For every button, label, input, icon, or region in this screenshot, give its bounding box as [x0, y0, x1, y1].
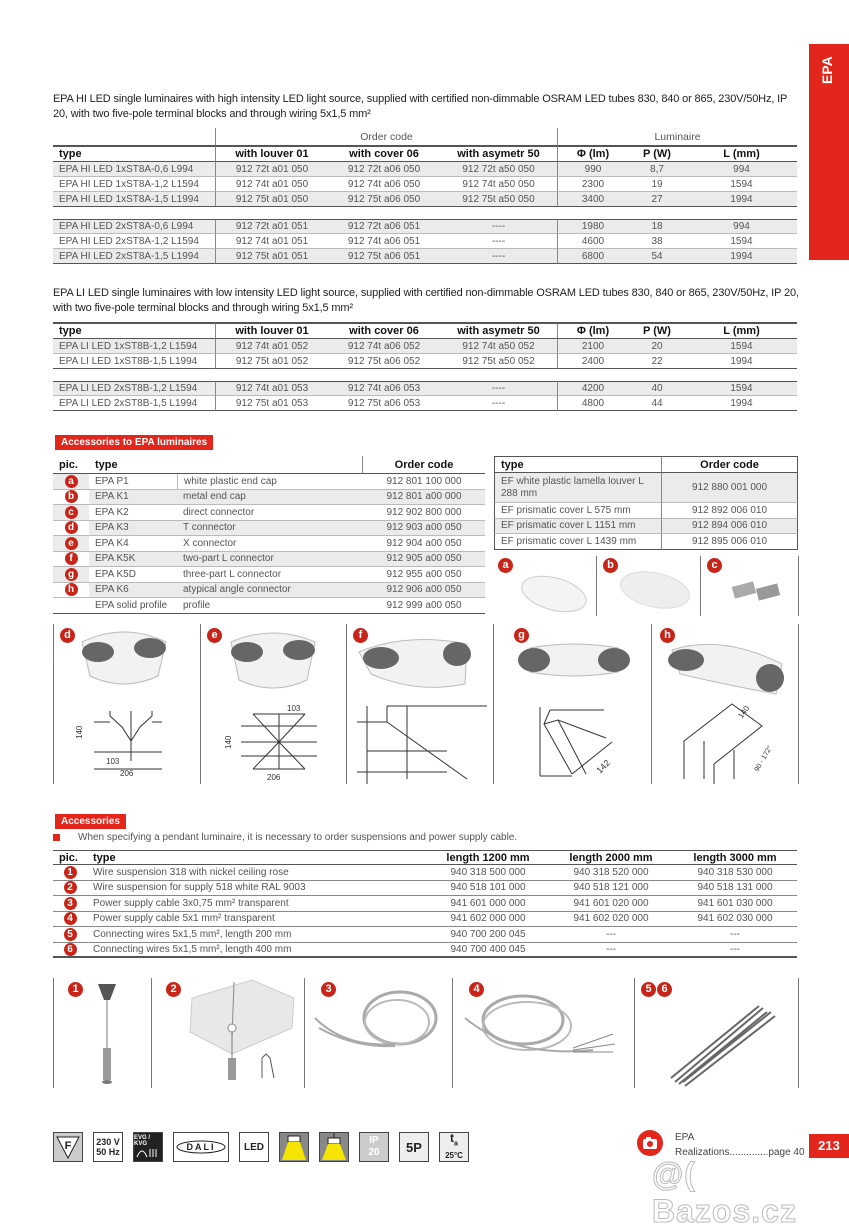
cell-type: EPA K4: [89, 536, 177, 552]
poles-text: 5P: [406, 1139, 422, 1155]
cell-power: 20: [628, 339, 686, 354]
col-type: type: [87, 850, 427, 865]
cell-type: Power supply cable 5x1 mm² transparent: [87, 912, 427, 928]
ref-page: page 40: [768, 1147, 805, 1158]
cell-louver: 912 74t a01 052: [216, 339, 328, 354]
pic-badge: h: [660, 628, 675, 643]
cell-order-code: 912 880 001 000: [662, 473, 798, 503]
pic-badge: g: [65, 568, 78, 581]
cell-type: Connecting wires 5x1,5 mm², length 400 mm: [87, 943, 427, 959]
cell-type: EPA solid profile: [89, 598, 177, 614]
cell-asymetr: ----: [440, 234, 558, 249]
table-row: [53, 162, 797, 177]
col-length: L (mm): [686, 322, 797, 339]
cell-length: 1594: [686, 234, 797, 249]
certification-icons: [53, 1132, 469, 1162]
dim-label: 103: [287, 704, 301, 713]
cell-length-2000: ---: [549, 943, 673, 959]
cell-power: 54: [628, 249, 686, 264]
cell-length-2000: 940 518 121 000: [549, 881, 673, 897]
cell-type: EPA HI LED 1xST8A-0,6 L994: [53, 162, 216, 177]
cell-flux: 3400: [558, 192, 628, 207]
cell-louver: 912 75t a01 053: [216, 396, 328, 411]
table-row: [53, 536, 485, 552]
col-order-code: Order code: [662, 456, 798, 473]
cell-type: Wire suspension for supply 518 white RAL 9003: [87, 881, 427, 897]
col-pic: pic.: [53, 850, 87, 865]
cell-length: 1594: [686, 339, 797, 354]
divider: [798, 978, 799, 1088]
drawing-x-connector: [200, 624, 346, 784]
cell-flux: 4200: [558, 381, 628, 396]
hi-luminaire-table: [53, 128, 797, 264]
cell-length-2000: 941 602 020 000: [549, 912, 673, 928]
pic-badge: 4: [469, 982, 484, 997]
cell-length: 1994: [686, 396, 797, 411]
cell-order-code: 912 955 a00 050: [363, 567, 485, 583]
cell-louver: 912 75t a01 050: [216, 192, 328, 207]
cell-length-3000: ---: [673, 927, 797, 943]
cell-type: EPA HI LED 2xST8A-1,5 L1994: [53, 249, 216, 264]
cell-type: EPA LI LED 1xST8B-1,5 L1994: [53, 354, 216, 369]
cell-asymetr: ----: [440, 249, 558, 264]
recessed-light-icon: [279, 1132, 309, 1162]
pic-badge: e: [207, 628, 222, 643]
pic-badge: 4: [64, 912, 77, 925]
cell-type: EPA LI LED 1xST8B-1,2 L1594: [53, 339, 216, 354]
cell-flux: 2100: [558, 339, 628, 354]
cell-flux: 2300: [558, 177, 628, 192]
dim-label: 90 - 172°: [753, 744, 774, 773]
cell-power: 27: [628, 192, 686, 207]
dali-text: DALI: [186, 1142, 216, 1152]
table-row: [53, 567, 485, 583]
pendant-light-icon: [319, 1132, 349, 1162]
dim-label: 140: [75, 725, 84, 739]
cell-cover: 912 74t a06 050: [328, 177, 440, 192]
drawing-three-part-l-connector: [493, 624, 651, 784]
ta-temperature: 25°C: [445, 1150, 463, 1160]
pic-badge: 2: [64, 881, 77, 894]
cell-type: EPA K6: [89, 583, 177, 599]
hi-intro-text: EPA HI LED single luminaires with high intensity LED light source, supplied with certified non-dimmable OSRAM LED tubes 830, 840 or 865, 230V/50Hz, IP 20, with two five-pole terminal blocks and through wiring 5x1,5 mm²: [53, 93, 788, 120]
x-connector-drawing: [201, 624, 347, 784]
cell-order-code: 912 801 a00 000: [363, 490, 485, 506]
cell-order-code: 912 801 100 000: [363, 474, 485, 490]
cell-length-2000: ---: [549, 927, 673, 943]
li-luminaire-table: [53, 322, 797, 411]
cell-type: EPA K3: [89, 521, 177, 537]
cell-asymetr: 912 75t a50 052: [440, 354, 558, 369]
table-row: [53, 881, 797, 897]
cell-length-3000: ---: [673, 943, 797, 959]
cell-order-code: 912 999 a00 050: [363, 598, 485, 614]
cell-length-3000: 941 601 030 000: [673, 896, 797, 912]
f-mark-text: F: [64, 1140, 72, 1152]
photo-wire-suspension-318: [53, 978, 151, 1088]
pic-badge: b: [65, 490, 78, 503]
two-part-l-connector-drawing: [347, 624, 494, 784]
cell-power: 19: [628, 177, 686, 192]
led-text: LED: [244, 1141, 264, 1153]
cell-type: EPA K5D: [89, 567, 177, 583]
cell-flux: 4600: [558, 234, 628, 249]
col-length-2000: length 2000 mm: [549, 850, 673, 865]
cell-length-2000: 941 601 020 000: [549, 896, 673, 912]
divider: [798, 556, 799, 616]
cell-type: EF prismatic cover L 1439 mm: [494, 534, 662, 550]
cell-type: EF white plastic lamella louver L 288 mm: [494, 473, 662, 503]
cell-order-code: 912 892 006 010: [662, 503, 798, 519]
dali-icon: [173, 1132, 229, 1162]
table-row: [53, 583, 485, 599]
col-louver: with louver 01: [216, 145, 328, 162]
cell-type: Wire suspension 318 with nickel ceiling rose: [87, 865, 427, 881]
accessories-epa-label: Accessories to EPA luminaires: [55, 435, 213, 450]
cell-power: 40: [628, 381, 686, 396]
ref-label: Realizations: [675, 1147, 730, 1158]
cell-length-1200: 941 601 000 000: [427, 896, 549, 912]
cell-cover: 912 75t a06 051: [328, 249, 440, 264]
cell-flux: 4800: [558, 396, 628, 411]
cell-louver: 912 74t a01 051: [216, 234, 328, 249]
pic-badge: 3: [321, 982, 336, 997]
cell-louver: 912 72t a01 051: [216, 219, 328, 234]
pic-badge: c: [65, 506, 78, 519]
dim-label: 142: [594, 757, 613, 776]
cell-type: EPA K2: [89, 505, 177, 521]
col-type: type: [53, 145, 216, 162]
cell-flux: 6800: [558, 249, 628, 264]
cell-cover: 912 75t a06 053: [328, 396, 440, 411]
cell-cover: 912 74t a06 051: [328, 234, 440, 249]
cell-asymetr: ----: [440, 219, 558, 234]
accessories-label: Accessories: [55, 814, 126, 829]
wire-suspension-318-image: [54, 978, 152, 1088]
pic-badge: 1: [64, 866, 77, 879]
cell-order-code: 912 903 a00 050: [363, 521, 485, 537]
cell-length: 1994: [686, 192, 797, 207]
cell-cover: 912 75t a06 052: [328, 354, 440, 369]
li-intro-text: EPA LI LED single luminaires with low intensity LED light source, supplied with certified non-dimmable OSRAM LED tubes 830, 840 or 865, 230V/50Hz, IP 20, with two five-pole terminal blocks and through wiring 5x1,5 mm²: [53, 287, 799, 314]
table-row: [53, 339, 797, 354]
cell-description: three-part L connector: [177, 567, 363, 583]
cell-asymetr: 912 74t a50 052: [440, 339, 558, 354]
table-row: [494, 503, 798, 519]
dim-label: 140: [224, 735, 233, 749]
cell-louver: 912 72t a01 050: [216, 162, 328, 177]
photo-connecting-wires: [634, 978, 798, 1088]
suspension-accessories-table: [53, 850, 797, 958]
cell-type: EPA P1: [89, 474, 177, 490]
cell-type: EF prismatic cover L 575 mm: [494, 503, 662, 519]
cell-type: EPA LI LED 2xST8B-1,5 L1994: [53, 396, 216, 411]
cell-type: EPA HI LED 2xST8A-0,6 L994: [53, 219, 216, 234]
pic-badge: 1: [68, 982, 83, 997]
cell-length: 1994: [686, 354, 797, 369]
cell-cover: 912 74t a06 053: [328, 381, 440, 396]
led-icon: [239, 1132, 269, 1162]
photo-wire-suspension-518: [151, 978, 304, 1088]
col-length: L (mm): [686, 145, 797, 162]
cell-cover: 912 74t a06 052: [328, 339, 440, 354]
dim-label: 206: [120, 769, 134, 778]
ambient-temp-icon: [439, 1132, 469, 1162]
col-louver: with louver 01: [216, 322, 328, 339]
cell-length-3000: 940 318 530 000: [673, 865, 797, 881]
cell-type: Power supply cable 3x0,75 mm² transparent: [87, 896, 427, 912]
camera-icon: [637, 1130, 663, 1156]
col-flux: Φ (lm): [558, 145, 628, 162]
pic-badge: a: [498, 558, 513, 573]
cell-asymetr: ----: [440, 396, 558, 411]
ref-title: EPA: [675, 1132, 695, 1143]
cell-length-3000: 941 602 030 000: [673, 912, 797, 928]
bazos-watermark: @( Bazos.cz: [652, 1156, 797, 1229]
col-power: P (W): [628, 145, 686, 162]
cell-order-code: 912 895 006 010: [662, 534, 798, 550]
evg-kvg-icon: [133, 1132, 163, 1162]
page-number: 213: [809, 1134, 849, 1158]
pendant-note-text: When specifying a pendant luminaire, it is necessary to order suspensions and power supply cable.: [78, 832, 518, 843]
table-row: [53, 474, 485, 490]
col-power: P (W): [628, 322, 686, 339]
pic-badge: 2: [166, 982, 181, 997]
cell-length-1200: 940 700 400 045: [427, 943, 549, 959]
cell-length-1200: 940 318 500 000: [427, 865, 549, 881]
voltage-icon: [93, 1132, 123, 1162]
pic-badge: d: [60, 628, 75, 643]
cell-length: 1594: [686, 177, 797, 192]
pendant-note: [53, 832, 517, 843]
voltage-text: 230 V: [96, 1137, 120, 1147]
cell-length-3000: 940 518 131 000: [673, 881, 797, 897]
col-order-code: Order code: [363, 456, 485, 474]
pic-badge: d: [65, 521, 78, 534]
cell-order-code: 912 894 006 010: [662, 519, 798, 535]
cell-type: EF prismatic cover L 1151 mm: [494, 519, 662, 535]
col-pic: pic.: [53, 456, 89, 474]
table-row: [53, 943, 797, 959]
three-part-l-connector-drawing: [494, 624, 652, 784]
drawing-t-connector: [53, 624, 200, 784]
cell-power: 44: [628, 396, 686, 411]
cell-louver: 912 75t a01 051: [216, 249, 328, 264]
cell-asymetr: 912 72t a50 050: [440, 162, 558, 177]
cell-length-2000: 940 318 520 000: [549, 865, 673, 881]
dim-label: 103: [106, 757, 120, 766]
cell-description: white plastic end cap: [177, 474, 363, 490]
col-asymetr: with asymetr 50: [440, 145, 558, 162]
ta-subscript: a: [454, 1140, 458, 1148]
cell-length: 994: [686, 162, 797, 177]
cell-type: EPA K5K: [89, 552, 177, 568]
cell-asymetr: ----: [440, 381, 558, 396]
col-flux: Φ (lm): [558, 322, 628, 339]
table-row: [53, 381, 797, 396]
cell-length: 994: [686, 219, 797, 234]
section-side-tab: [809, 44, 849, 260]
bullet-square-icon: [53, 834, 60, 841]
f-mark-icon: [53, 1132, 83, 1162]
cell-description: metal end cap: [177, 490, 363, 506]
table-row: [494, 519, 798, 535]
cell-description: direct connector: [177, 505, 363, 521]
table-row: [53, 598, 485, 614]
cell-power: 38: [628, 234, 686, 249]
photo-power-cable-5x1: [452, 978, 634, 1088]
cell-length: 1594: [686, 381, 797, 396]
divider: [798, 624, 799, 784]
table-row: [53, 896, 797, 912]
cell-description: two-part L connector: [177, 552, 363, 568]
table-row: [53, 552, 485, 568]
col-type: type: [89, 456, 177, 474]
cell-power: 8,7: [628, 162, 686, 177]
cell-type: EPA HI LED 2xST8A-1,2 L1594: [53, 234, 216, 249]
table-row: [53, 505, 485, 521]
ip-number: 20: [368, 1147, 380, 1158]
evg-text: EVG / KVG: [134, 1135, 151, 1147]
cell-type: Connecting wires 5x1,5 mm², length 200 mm: [87, 927, 427, 943]
pic-badge: e: [65, 537, 78, 550]
cell-length: 1994: [686, 249, 797, 264]
col-cover: with cover 06: [328, 322, 440, 339]
luminaire-group-header: Luminaire: [654, 130, 701, 143]
cell-description: profile: [177, 598, 363, 614]
cell-description: T connector: [177, 521, 363, 537]
cell-cover: 912 75t a06 050: [328, 192, 440, 207]
cell-asymetr: 912 74t a50 050: [440, 177, 558, 192]
table-row: [53, 396, 797, 411]
drawing-two-part-l-connector: [346, 624, 493, 784]
ef-accessories-table: [494, 456, 798, 550]
cell-length-1200: 941 602 000 000: [427, 912, 549, 928]
table-row: [53, 865, 797, 881]
frequency-text: 50 Hz: [96, 1147, 120, 1157]
pic-badge: g: [514, 628, 529, 643]
cell-order-code: 912 904 a00 050: [363, 536, 485, 552]
pic-badge: 5: [641, 982, 656, 997]
cell-power: 22: [628, 354, 686, 369]
t-connector-drawing: [54, 624, 201, 784]
cell-louver: 912 74t a01 053: [216, 381, 328, 396]
cell-description: atypical angle connector: [177, 583, 363, 599]
ip20-icon: [359, 1132, 389, 1162]
cell-order-code: 912 902 800 000: [363, 505, 485, 521]
ref-dots: ..............: [729, 1147, 769, 1158]
dim-label: 206: [267, 773, 281, 782]
cell-order-code: 912 906 a00 050: [363, 583, 485, 599]
cell-louver: 912 75t a01 052: [216, 354, 328, 369]
cell-description: X connector: [177, 536, 363, 552]
cell-flux: 1980: [558, 219, 628, 234]
pic-badge: f: [65, 552, 78, 565]
pic-badge: h: [65, 583, 78, 596]
col-length-1200: length 1200 mm: [427, 850, 549, 865]
table-row: [494, 534, 798, 550]
five-pole-icon: [399, 1132, 429, 1162]
cell-order-code: 912 905 a00 050: [363, 552, 485, 568]
table-row: [53, 490, 485, 506]
col-cover: with cover 06: [328, 145, 440, 162]
photo-power-cable-3x075: [304, 978, 452, 1088]
cell-louver: 912 74t a01 050: [216, 177, 328, 192]
cell-flux: 990: [558, 162, 628, 177]
table-row: [53, 912, 797, 928]
cell-type: EPA HI LED 1xST8A-1,2 L1594: [53, 177, 216, 192]
cell-type: EPA K1: [89, 490, 177, 506]
col-length-3000: length 3000 mm: [673, 850, 797, 865]
ta-text: t: [450, 1131, 455, 1146]
photo-end-cap-white: [494, 556, 599, 616]
table-row: [53, 177, 797, 192]
table-row: [53, 219, 797, 234]
drawing-atypical-angle-connector: [651, 624, 798, 784]
pic-badge: b: [603, 558, 618, 573]
table-row: [53, 354, 797, 369]
pic-badge: 3: [64, 897, 77, 910]
cell-length-1200: 940 700 200 045: [427, 927, 549, 943]
side-tab-label: EPA: [819, 56, 835, 84]
pic-badge: a: [65, 475, 78, 488]
cell-type: EPA LI LED 2xST8B-1,2 L1594: [53, 381, 216, 396]
cell-type: EPA HI LED 1xST8A-1,5 L1994: [53, 192, 216, 207]
ip-text: IP: [369, 1135, 379, 1146]
photo-end-cap-metal: [596, 556, 700, 616]
cell-flux: 2400: [558, 354, 628, 369]
cell-length-1200: 940 518 101 000: [427, 881, 549, 897]
table-row: [53, 192, 797, 207]
table-row: [494, 473, 798, 503]
cell-asymetr: 912 75t a50 050: [440, 192, 558, 207]
atypical-angle-connector-drawing: [652, 624, 799, 784]
col-asymetr: with asymetr 50: [440, 322, 558, 339]
cell-cover: 912 72t a06 050: [328, 162, 440, 177]
dim-label: 140: [736, 704, 752, 721]
col-type: type: [53, 322, 216, 339]
col-type: type: [494, 456, 662, 473]
cell-cover: 912 72t a06 051: [328, 219, 440, 234]
cell-power: 18: [628, 219, 686, 234]
table-row: [53, 521, 485, 537]
accessories-epa-table: [53, 456, 485, 614]
pic-badge: 6: [657, 982, 672, 997]
table-row: [53, 249, 797, 264]
pic-badge: f: [353, 628, 368, 643]
photo-direct-connector: [700, 556, 798, 616]
pic-badge: 5: [64, 928, 77, 941]
table-row: [53, 927, 797, 943]
pic-badge: 6: [64, 943, 77, 956]
pic-badge: c: [707, 558, 722, 573]
table-row: [53, 234, 797, 249]
order-code-group-header: Order code: [216, 128, 558, 145]
